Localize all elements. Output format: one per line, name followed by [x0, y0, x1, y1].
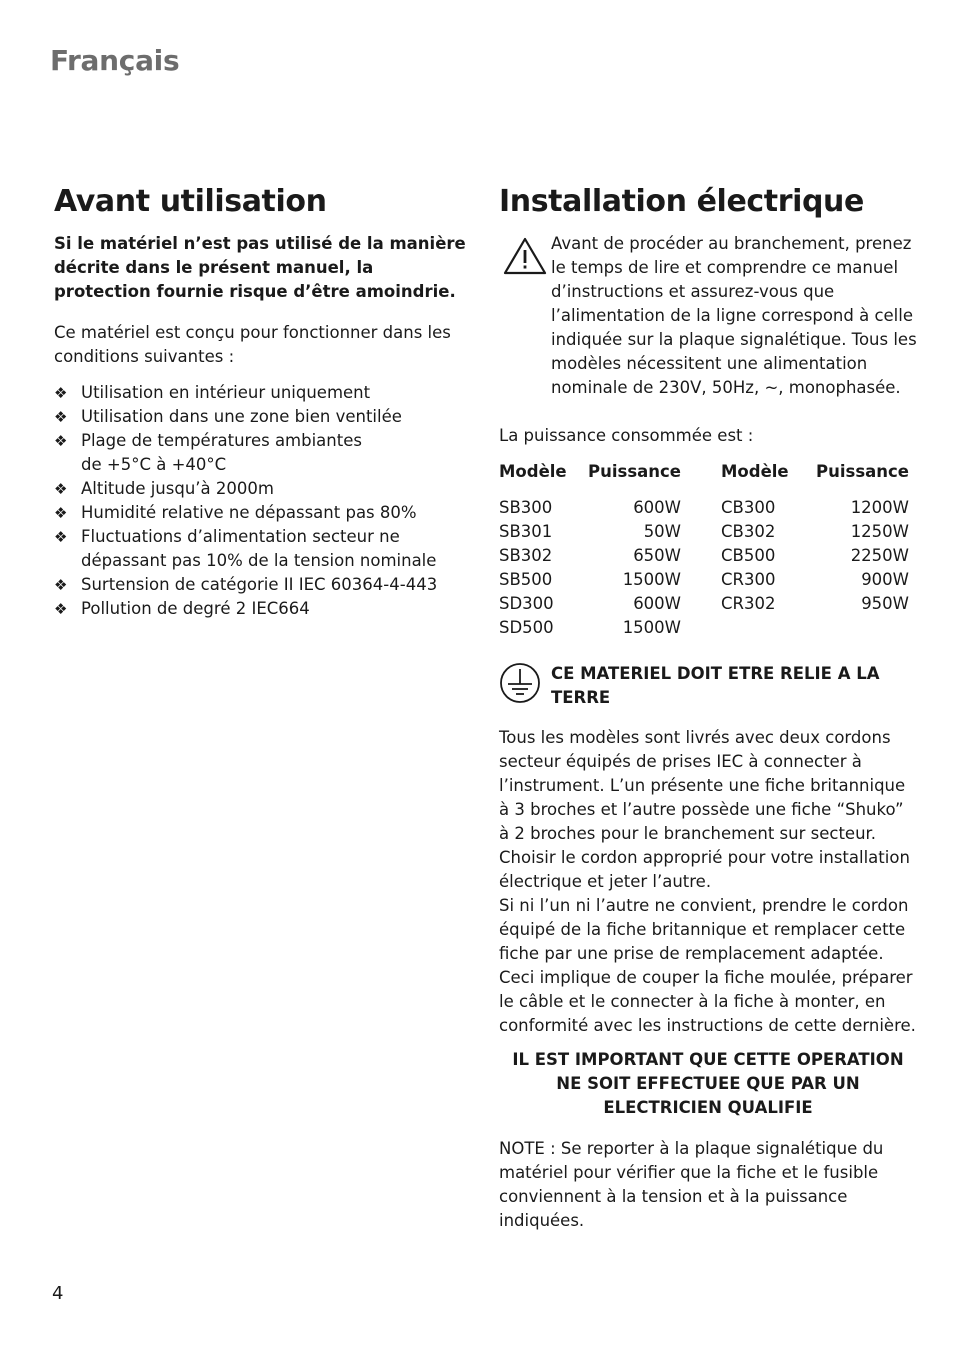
- model-cell: CB300: [721, 498, 776, 517]
- bullet-diamond-icon: ❖: [54, 407, 68, 426]
- power-table-body: [499, 496, 909, 640]
- right-column: [499, 182, 917, 1233]
- power-cell: 650W: [633, 546, 681, 565]
- condition-item: [54, 429, 469, 477]
- conditions-list: [54, 381, 469, 621]
- bullet-diamond-icon: ❖: [54, 503, 68, 522]
- section-title-avant-utilisation: Avant utilisation: [54, 184, 327, 219]
- condition-item: [54, 525, 469, 573]
- cords-text: [499, 726, 917, 1038]
- bullet-diamond-icon: ❖: [54, 479, 68, 498]
- intro-warning-text: Si le matériel n’est pas utilisé de la manière décrite dans le présent manuel, la protection fournie risque d’être amoindrie.: [54, 234, 466, 301]
- model-cell: CB500: [721, 546, 776, 565]
- power-cell: 50W: [643, 522, 681, 541]
- earth-warning-text: CE MATERIEL DOIT ETRE RELIE A LA TERRE: [551, 664, 880, 707]
- power-table-header: [499, 460, 909, 496]
- consumption-label: La puissance consommée est :: [499, 426, 754, 445]
- bullet-diamond-icon: ❖: [54, 527, 68, 546]
- power-cell: 1250W: [850, 522, 909, 541]
- table-row: [499, 568, 909, 592]
- power-cell: 1500W: [622, 570, 681, 589]
- spacer-cell: [681, 496, 721, 520]
- power-cell: 1500W: [622, 618, 681, 637]
- left-column: [54, 182, 469, 621]
- language-heading: Français: [50, 44, 180, 77]
- model-cell: CR302: [721, 594, 776, 613]
- earth-ground-icon: [499, 662, 541, 704]
- model-cell: SD300: [499, 594, 554, 613]
- table-row: [499, 616, 909, 640]
- warning-block: [499, 232, 917, 400]
- bullet-diamond-icon: ❖: [54, 431, 68, 450]
- condition-item: [54, 501, 469, 525]
- table-row: [499, 544, 909, 568]
- condition-text: de +5°C à +40°C: [81, 454, 227, 474]
- power-cell: 600W: [633, 498, 681, 517]
- spacer-cell: [681, 616, 721, 640]
- power-table: [499, 460, 909, 640]
- model-cell: SB300: [499, 498, 553, 517]
- warning-text: Avant de procéder au branchement, prenez le temps de lire et comprendre ce manuel d’instructions et assurez-vous que l’alimentation de la ligne correspond à celle indiquée sur la plaque signalétique. Tous les modèles nécessitent une alimentation nominale de 230V, 50Hz, ~, monophasée.: [551, 234, 917, 397]
- header-model-2: Modèle: [721, 462, 789, 481]
- condition-text: Altitude jusqu’à 2000m: [81, 478, 274, 498]
- model-cell: CR300: [721, 570, 776, 589]
- header-power-2: Puissance: [816, 462, 909, 481]
- header-power-1: Puissance: [588, 462, 681, 481]
- power-cell: [809, 616, 909, 640]
- important-notice: IL EST IMPORTANT QUE CETTE OPERATION NE SOIT EFFECTUEE QUE PAR UN ELECTRICIEN QUALIFIE: [512, 1050, 904, 1117]
- bullet-diamond-icon: ❖: [54, 383, 68, 402]
- earth-block: [499, 662, 917, 710]
- condition-item: [54, 597, 469, 621]
- power-cell: 600W: [633, 594, 681, 613]
- model-cell: SB302: [499, 546, 553, 565]
- cords-paragraph-2: Si ni l’un ni l’autre ne convient, prendre le cordon équipé de la fiche britannique et remplacer cette fiche par une prise de remplacement adaptée. Ceci implique de couper la fiche moulée, préparer le câble et le connecter à la fiche à monter, en conformité avec les instructions de cette dernière.: [499, 896, 916, 1035]
- header-spacer: [681, 460, 721, 496]
- condition-text: Plage de températures ambiantes: [81, 430, 362, 450]
- model-cell: SD500: [499, 618, 554, 637]
- bullet-diamond-icon: ❖: [54, 599, 68, 618]
- model-cell: CB302: [721, 522, 776, 541]
- condition-text: dépassant pas 10% de la tension nominale: [81, 550, 437, 570]
- spacer-cell: [681, 568, 721, 592]
- condition-text: Surtension de catégorie II IEC 60364-4-443: [81, 574, 438, 594]
- condition-text: Utilisation en intérieur uniquement: [81, 382, 371, 402]
- condition-text: Utilisation dans une zone bien ventilée: [81, 406, 402, 426]
- spacer-cell: [681, 520, 721, 544]
- model-cell: SB500: [499, 570, 553, 589]
- model-cell: [721, 616, 809, 640]
- header-model-1: Modèle: [499, 462, 567, 481]
- spacer-cell: [681, 592, 721, 616]
- condition-item: [54, 381, 469, 405]
- spacer-cell: [681, 544, 721, 568]
- condition-text: Humidité relative ne dépassant pas 80%: [81, 502, 417, 522]
- conditions-paragraph: Ce matériel est conçu pour fonctionner dans les conditions suivantes :: [54, 322, 451, 366]
- table-row: [499, 592, 909, 616]
- warning-triangle-icon: [503, 236, 547, 276]
- condition-text: Fluctuations d’alimentation secteur ne: [81, 526, 400, 546]
- condition-item: [54, 405, 469, 429]
- table-row: [499, 496, 909, 520]
- bullet-diamond-icon: ❖: [54, 575, 68, 594]
- power-cell: 900W: [861, 570, 909, 589]
- page-number: 4: [52, 1283, 64, 1304]
- cords-paragraph-1: Tous les modèles sont livrés avec deux cordons secteur équipés de prises IEC à connecter à l’instrument. L’un présente une fiche britannique à 3 broches et l’autre possède une fiche “Shuko” à 2 broches pour le branchement sur secteur. Choisir le cordon approprié pour votre installation électrique et jeter l’autre.: [499, 728, 910, 891]
- power-cell: 950W: [861, 594, 909, 613]
- table-row: [499, 520, 909, 544]
- condition-text: Pollution de degré 2 IEC664: [81, 598, 310, 618]
- power-cell: 2250W: [850, 546, 909, 565]
- power-cell: 1200W: [850, 498, 909, 517]
- note-text: NOTE : Se reporter à la plaque signalétique du matériel pour vérifier que la fiche et le fusible conviennent à la tension et à la puissance indiquées.: [499, 1138, 884, 1230]
- condition-item: [54, 573, 469, 597]
- section-title-installation-electrique: Installation électrique: [499, 184, 864, 219]
- model-cell: SB301: [499, 522, 553, 541]
- condition-item: [54, 477, 469, 501]
